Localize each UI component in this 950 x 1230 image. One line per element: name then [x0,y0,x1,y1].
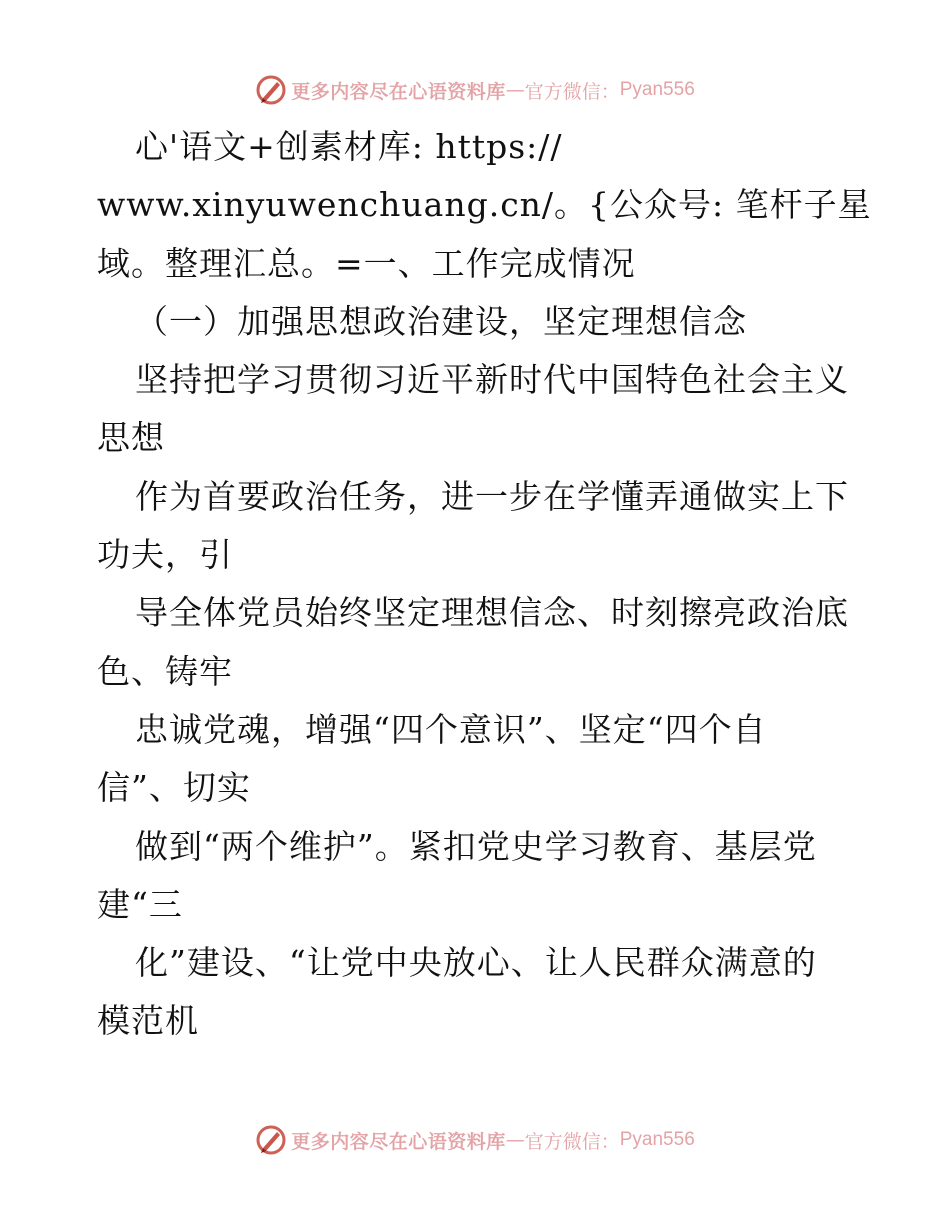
text-line: 导全体党员始终坚定理想信念、时刻擦亮政治底 [135,593,849,633]
banner-separator: — [505,1129,525,1151]
document-body [97,118,872,1051]
text-line: 功夫，引 [97,535,233,575]
text-line: 做到“两个维护”。紧扣党史学习教育、基层党 [135,826,817,866]
text-line: 作为首要政治任务，进一步在学懂弄通做实上下 [135,476,849,516]
footer-banner [0,1120,950,1160]
banner-main-text: 更多内容尽在心语资料库 [291,80,506,103]
text-line: 色、铸牢 [97,651,233,691]
banner-sub-text: 官方微信： [524,1130,620,1153]
banner-wechat-id: Pyan556 [619,1129,695,1150]
header-banner [0,70,950,110]
text-line: 模范机 [97,1001,199,1041]
text-line: 心'语文+创素材库: https:// [135,127,563,166]
banner-sub-text: 官方微信： [524,80,620,103]
pen-logo-icon [255,74,287,106]
banner-main-text: 更多内容尽在心语资料库 [291,1130,506,1153]
text-line: 思想 [97,418,165,458]
banner-separator: — [505,79,525,101]
text-line: 化”建设、“让党中央放心、让人民群众满意的 [135,943,817,983]
text-line: 信”、切实 [97,768,251,808]
text-line: 域。整理汇总。=一、工作完成情况 [97,243,636,283]
text-line: 坚持把学习贯彻习近平新时代中国特色社会主义 [135,360,849,400]
text-line: www.xinyuwenchuang.cn/。{公众号: 笔杆子星 [97,185,872,225]
text-line: 建“三 [97,884,183,924]
pen-logo-icon [255,1124,287,1156]
section-heading: （一）加强思想政治建设，坚定理想信念 [135,301,747,341]
banner-wechat-id: Pyan556 [619,79,695,100]
text-line: 忠诚党魂，增强“四个意识”、坚定“四个自 [135,709,767,749]
